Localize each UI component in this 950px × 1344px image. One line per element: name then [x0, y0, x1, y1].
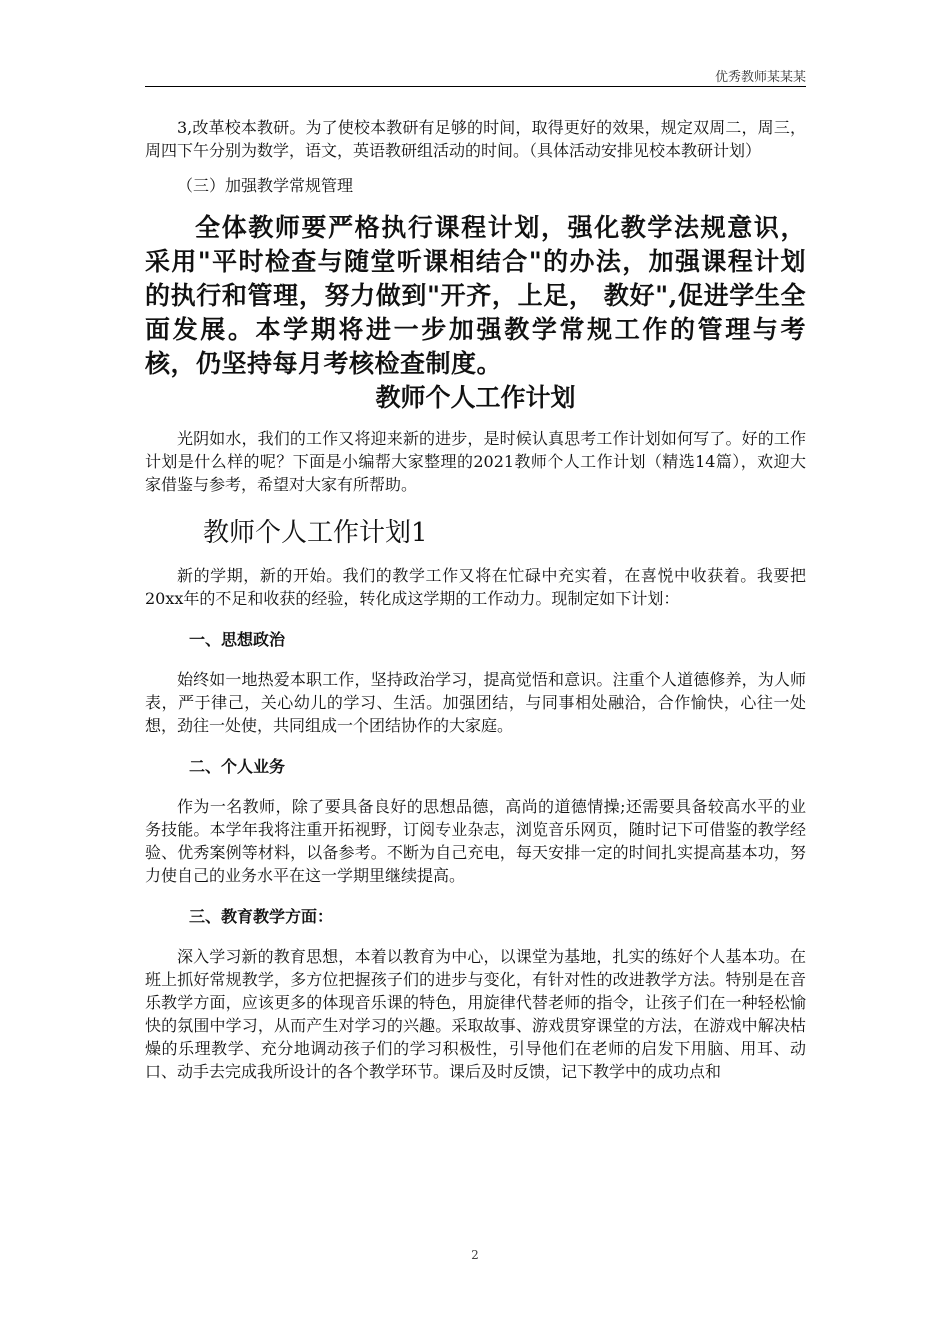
document-body [145, 116, 806, 1083]
page-number: 2 [471, 1248, 479, 1262]
document-title: 教师个人工作计划 [375, 383, 576, 412]
paragraph-personal-business: 作为一名教师，除了要具备良好的思想品德，高尚的道德情操;还需要具备较高水平的业务技能。本学年我将注重开拓视野，订阅专业杂志，浏览音乐网页，随时记下可借鉴的教学经验、优秀案例等材料，以备参考。不断为自己充电，每天安排一定的时间扎实提高基本功，努力使自己的业务水平在这一学期里继续提高。 [145, 797, 806, 885]
paragraph-intro: 光阴如水，我们的工作又将迎来新的进步，是时候认真思考工作计划如何写了。好的工作计划是什么样的呢？下面是小编帮大家整理的2021教师个人工作计划（精选14篇），欢迎大家借鉴与参考，希望对大家有所帮助。 [145, 429, 806, 494]
paragraph-teaching: 深入学习新的教育思想，本着以教育为中心，以课堂为基地，扎实的练好个人基本功。在班上抓好常规教学，多方位把握孩子们的进步与变化，有针对性的改进教学方法。特别是在音乐教学方面，应该更多的体现音乐课的特色，用旋律代替老师的指令，让孩子们在一种轻松愉快的氛围中学习，从而产生对学习的兴趣。采取故事、游戏贯穿课堂的方法，在游戏中解决枯燥的乐理教学、充分地调动孩子们的学习积极性，引导他们在老师的启发下用脑、用耳、动口、动手去完成我所设计的各个教学环节。课后及时反馈，记下教学中的成功点和 [145, 947, 806, 1081]
bold-paragraph-curriculum: 全体教师要严格执行课程计划，强化教学法规意识，采用"平时检查与随堂听课相结合"的办法，加强课程计划的执行和管理，努力做到"开齐，上足， 教好",促进学生全面发展。本学期将进一步加强教学常规工作的管理与考核，仍坚持每月考核检查制度。 [145, 213, 806, 378]
section-heading-plan-1: 教师个人工作计划1 [203, 518, 428, 548]
subheading-routine-management: （三）加强教学常规管理 [177, 176, 354, 195]
page-header [145, 64, 806, 87]
paragraph-reform-research: 3,改革校本教研。为了使校本教研有足够的时间，取得更好的效果，规定双周二，周三，周四下午分别为数学，语文，英语教研组活动的时间。（具体活动安排见校本教研计划） [145, 118, 806, 160]
heading-ideology: 一、思想政治 [189, 630, 286, 649]
heading-personal-business: 二、个人业务 [189, 757, 286, 776]
paragraph-ideology: 始终如一地热爱本职工作，坚持政治学习，提高觉悟和意识。注重个人道德修养，为人师表，严于律己，关心幼儿的学习、生活。加强团结，与同事相处融洽，合作愉快，心往一处想，劲往一处使，共同组成一个团结协作的大家庭。 [145, 670, 806, 735]
header-title: 优秀教师某某某 [714, 70, 806, 85]
heading-teaching: 三、教育教学方面： [189, 907, 334, 926]
paragraph-new-semester: 新的学期，新的开始。我们的教学工作又将在忙碌中充实着，在喜悦中收获着。我要把20xx年的不足和收获的经验，转化成这学期的工作动力。现制定如下计划： [145, 566, 806, 608]
